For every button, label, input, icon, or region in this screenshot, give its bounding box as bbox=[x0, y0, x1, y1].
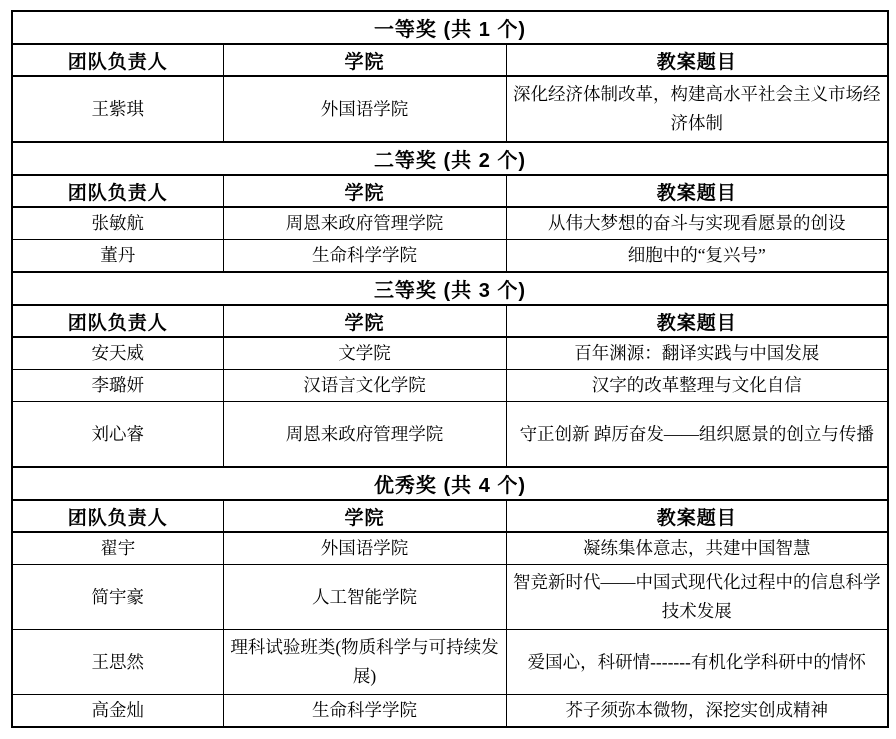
table-row bbox=[12, 467, 888, 500]
cell-college: 汉语言文化学院 bbox=[223, 370, 506, 402]
cell-college: 周恩来政府管理学院 bbox=[223, 402, 506, 468]
column-header-topic: 教案题目 bbox=[506, 175, 888, 207]
cell-college: 理科试验班类(物质科学与可持续发展) bbox=[223, 630, 506, 695]
cell-topic: 百年渊源：翻译实践与中国发展 bbox=[506, 337, 888, 370]
table-row bbox=[12, 630, 888, 695]
table-row bbox=[12, 305, 888, 337]
cell-leader: 刘心睿 bbox=[12, 402, 223, 468]
cell-leader: 安天威 bbox=[12, 337, 223, 370]
table-row bbox=[12, 337, 888, 370]
table-row bbox=[12, 532, 888, 565]
section-title-second-prize: 二等奖 (共 2 个) bbox=[12, 142, 888, 175]
table-row bbox=[12, 565, 888, 630]
table-row bbox=[12, 175, 888, 207]
table-row bbox=[12, 11, 888, 44]
cell-topic: 智竞新时代——中国式现代化过程中的信息科学技术发展 bbox=[506, 565, 888, 630]
table-row bbox=[12, 142, 888, 175]
cell-topic: 凝练集体意志，共建中国智慧 bbox=[506, 532, 888, 565]
cell-leader: 高金灿 bbox=[12, 695, 223, 728]
column-header-college: 学院 bbox=[223, 305, 506, 337]
section-title-first-prize: 一等奖 (共 1 个) bbox=[12, 11, 888, 44]
section-title-third-prize: 三等奖 (共 3 个) bbox=[12, 272, 888, 305]
table-row bbox=[12, 370, 888, 402]
column-header-topic: 教案题目 bbox=[506, 305, 888, 337]
table-row bbox=[12, 207, 888, 240]
column-header-leader: 团队负责人 bbox=[12, 305, 223, 337]
table-row bbox=[12, 500, 888, 532]
column-header-college: 学院 bbox=[223, 500, 506, 532]
cell-topic: 细胞中的“复兴号” bbox=[506, 240, 888, 273]
cell-college: 人工智能学院 bbox=[223, 565, 506, 630]
cell-leader: 翟宇 bbox=[12, 532, 223, 565]
cell-topic: 深化经济体制改革，构建高水平社会主义市场经济体制 bbox=[506, 76, 888, 142]
cell-leader: 李璐妍 bbox=[12, 370, 223, 402]
cell-college: 周恩来政府管理学院 bbox=[223, 207, 506, 240]
cell-college: 外国语学院 bbox=[223, 76, 506, 142]
cell-leader: 简宇豪 bbox=[12, 565, 223, 630]
cell-topic: 守正创新 踔厉奋发——组织愿景的创立与传播 bbox=[506, 402, 888, 468]
cell-topic: 爱国心，科研情-------有机化学科研中的情怀 bbox=[506, 630, 888, 695]
cell-college: 生命科学学院 bbox=[223, 695, 506, 728]
table-row bbox=[12, 240, 888, 273]
cell-topic: 从伟大梦想的奋斗与实现看愿景的创设 bbox=[506, 207, 888, 240]
cell-leader: 张敏航 bbox=[12, 207, 223, 240]
table-row bbox=[12, 44, 888, 76]
column-header-college: 学院 bbox=[223, 44, 506, 76]
column-header-leader: 团队负责人 bbox=[12, 500, 223, 532]
table-row bbox=[12, 402, 888, 468]
column-header-leader: 团队负责人 bbox=[12, 44, 223, 76]
cell-college: 外国语学院 bbox=[223, 532, 506, 565]
column-header-college: 学院 bbox=[223, 175, 506, 207]
cell-topic: 芥子须弥本微物，深挖实创成精神 bbox=[506, 695, 888, 728]
cell-college: 文学院 bbox=[223, 337, 506, 370]
cell-leader: 王紫琪 bbox=[12, 76, 223, 142]
cell-topic: 汉字的改革整理与文化自信 bbox=[506, 370, 888, 402]
table-row bbox=[12, 76, 888, 142]
table-row bbox=[12, 272, 888, 305]
cell-college: 生命科学学院 bbox=[223, 240, 506, 273]
cell-leader: 董丹 bbox=[12, 240, 223, 273]
table-row bbox=[12, 695, 888, 728]
column-header-topic: 教案题目 bbox=[506, 44, 888, 76]
column-header-topic: 教案题目 bbox=[506, 500, 888, 532]
column-header-leader: 团队负责人 bbox=[12, 175, 223, 207]
awards-table bbox=[11, 10, 889, 728]
section-title-excellence-prize: 优秀奖 (共 4 个) bbox=[12, 467, 888, 500]
cell-leader: 王思然 bbox=[12, 630, 223, 695]
